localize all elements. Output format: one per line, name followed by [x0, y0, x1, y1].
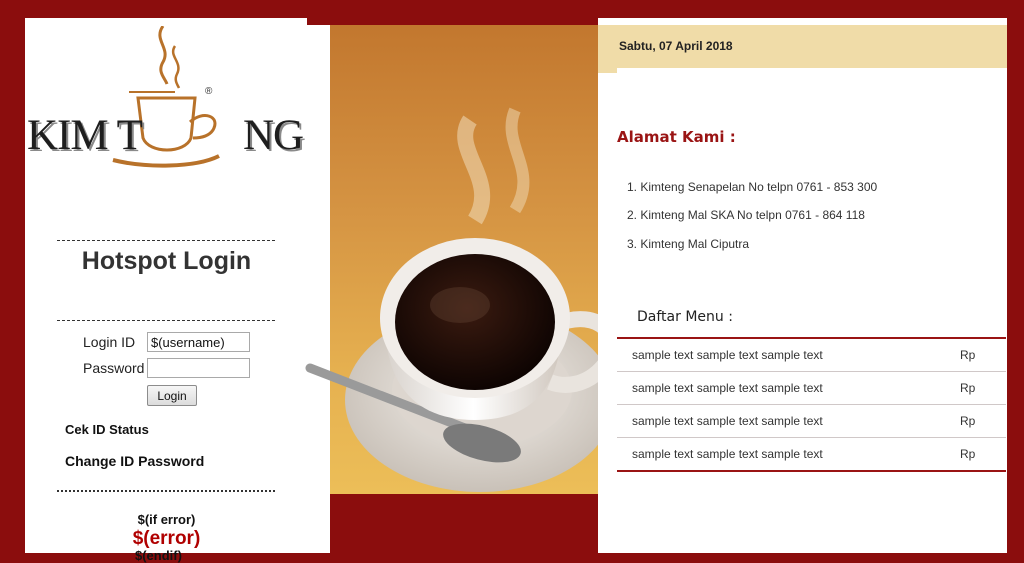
- logo-text-right: NG: [243, 112, 304, 159]
- cek-id-status-link[interactable]: Cek ID Status: [65, 422, 149, 437]
- login-button[interactable]: Login: [147, 385, 197, 406]
- menu-row: [617, 337, 1006, 372]
- menu-item-description: sample text sample text sample text: [632, 447, 823, 461]
- menu-table: [617, 337, 1006, 472]
- address-item: 2. Kimteng Mal SKA No telpn 0761 - 864 118: [627, 208, 865, 222]
- change-id-password-link[interactable]: Change ID Password: [65, 453, 205, 469]
- menu-item-description: sample text sample text sample text: [632, 381, 823, 395]
- password-input[interactable]: [147, 358, 250, 378]
- login-id-label: Login ID: [83, 334, 136, 350]
- login-id-input[interactable]: [147, 332, 250, 352]
- error-variable-text: $(error): [132, 528, 201, 549]
- date-text: Sabtu, 07 April 2018: [619, 39, 733, 53]
- top-frame-strip: [307, 18, 617, 25]
- date-bar-notch: [598, 25, 617, 73]
- password-label: Password: [83, 360, 145, 376]
- right-panel: [598, 18, 1007, 553]
- address-title: Alamat Kami :: [617, 128, 736, 146]
- registered-mark: ®: [205, 86, 213, 97]
- address-item: 3. Kimteng Mal Ciputra: [627, 237, 750, 251]
- divider-middle: [57, 320, 275, 321]
- menu-item-price: Rp: [960, 414, 976, 428]
- divider-top: [57, 240, 275, 241]
- error-condition-text: $(if error): [137, 512, 196, 527]
- menu-item-description: sample text sample text sample text: [632, 414, 823, 428]
- divider-bottom: [57, 490, 275, 492]
- address-item: 1. Kimteng Senapelan No telpn 0761 - 853 300: [627, 180, 878, 194]
- menu-title: Daftar Menu :: [637, 309, 733, 325]
- menu-item-description: sample text sample text sample text: [632, 348, 823, 362]
- menu-row: [617, 405, 1006, 438]
- logo-text-left: KIM T: [27, 112, 142, 159]
- coffee-cup-image: [300, 90, 625, 500]
- menu-row: [617, 372, 1006, 405]
- menu-item-price: Rp: [960, 447, 976, 461]
- kimteng-logo: [25, 26, 330, 186]
- error-endif-text: $(endif): [135, 548, 182, 563]
- menu-item-price: Rp: [960, 381, 976, 395]
- menu-row: [617, 438, 1006, 472]
- hotspot-login-title: Hotspot Login: [81, 247, 252, 275]
- menu-item-price: Rp: [960, 348, 976, 362]
